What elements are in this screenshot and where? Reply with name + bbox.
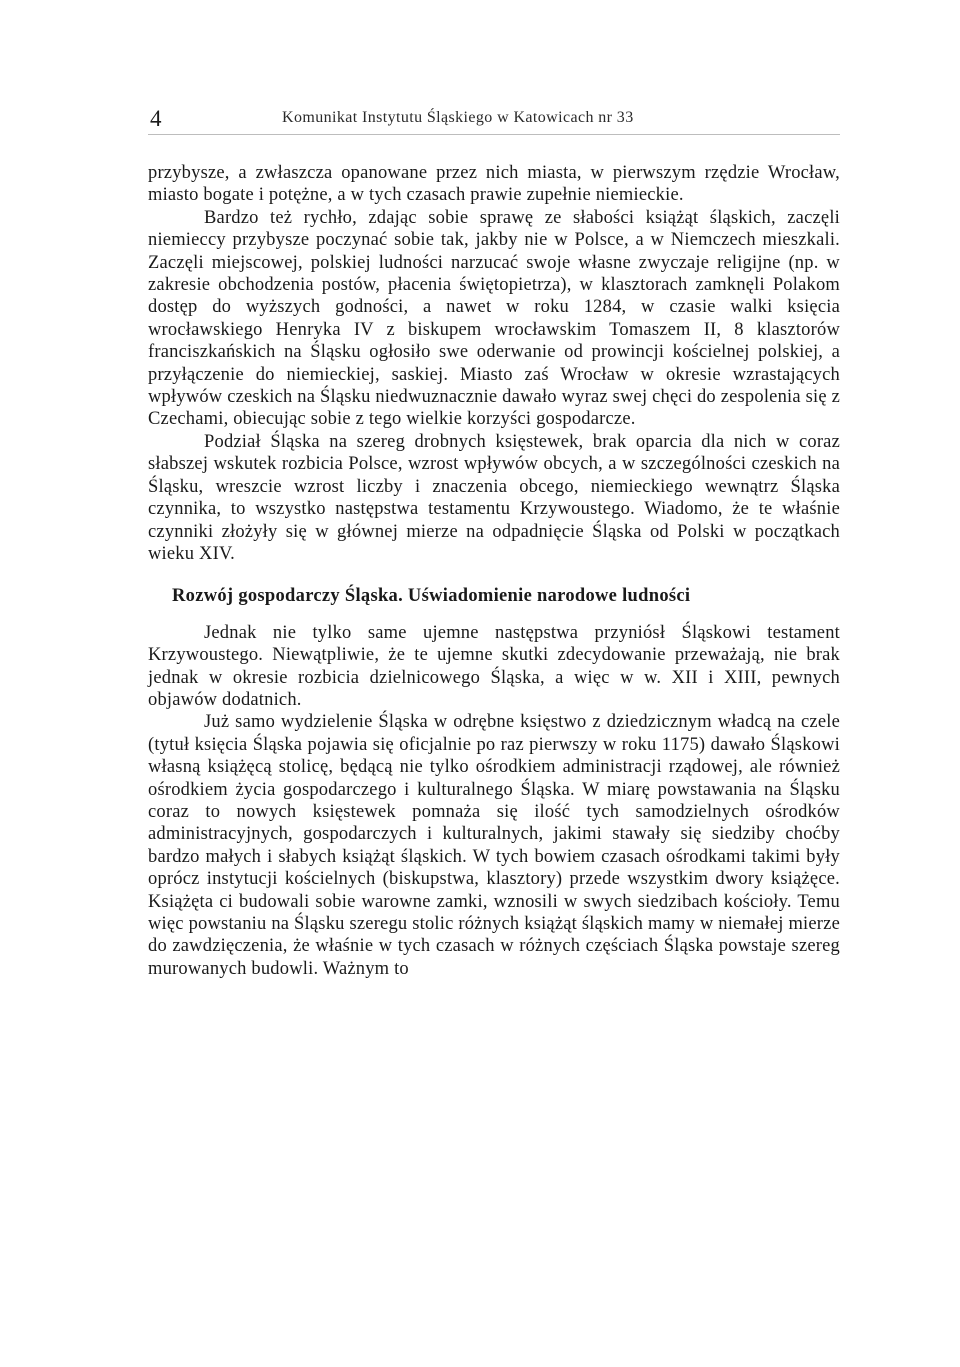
paragraph: Już samo wydzielenie Śląska w odrębne księstwo z dziedzicznym władcą na czele (tytuł księcia Śląska pojawia się oficjalnie po raz pierwszy w roku 1175) dawało Śląskowi własną książęcą stolicę, będącą nie tylko ośrodkiem administracji rządowej, ale również ośrodkiem życia gospodarczego i kulturalnego Śląska. W miarę powstawania na Śląsku coraz to nowych księstewek pomnaża się ilość tych samodzielnych ośrodków administracyjnych, gospodarczych i kulturalnych, jakimi stawały się siedziby choćby bardzo małych i słabych książąt śląskich. W tych bowiem czasach ośrodkami takimi były oprócz instytucji kościelnych (biskupstwa, klasztory) przede wszystkim dwory książęce. Książęta ci budowali sobie warowne zamki, wznosili w swych siedzibach kościoły. Temu więc powstaniu na Śląsku szeregu stolic różnych książąt śląskich mamy w niemałej mierze do zawdzięczenia, że właśnie w tych czasach w różnych częściach Śląska powstaje szereg murowanych budowli. Ważnym to: [148, 712, 840, 979]
section-heading: Rozwój gospodarczy Śląska. Uświadomienie narodowe ludności: [172, 586, 691, 607]
paragraph: Jednak nie tylko same ujemne następstwa przyniósł Śląskowi testament Krzywoustego. Niewątpliwie, że te ujemne skutki zdecydowanie przeważają, nie brak jednak w okresie rozbicia dzielnicowego Śląska, a więc w w. XII i XIII, pewnych objawów dodatnich.: [148, 622, 840, 710]
page-number: 4: [150, 106, 162, 131]
paragraph: przybysze, a zwłaszcza opanowane przez nich miasta, w pierwszym rzędzie Wrocław, miasto bogate i potężne, a w tych czasach prawie zupełnie niemieckie.: [148, 163, 840, 206]
paragraph: Podział Śląska na szereg drobnych księstewek, brak oparcia dla nich w coraz słabszej wskutek rozbicia Polsce, wzrost wpływów obcych, a w szczególności czeskich na Śląsku, wreszcie wzrost liczby i znaczenia obcego, niemieckiego wewnątrz Śląska czynnika, to wszystko następstwa testamentu Krzywoustego. Wiadomo, że te właśnie czynniki złożyły się w głównej mierze na odpadnięcie Śląska od Polski w początkach wieku XIV.: [148, 431, 840, 564]
page-header: [148, 104, 840, 135]
article-body: [148, 162, 840, 980]
paragraph: Bardzo też rychło, zdając sobie sprawę ze słabości książąt śląskich, zaczęli niemieccy przybysze poczynać sobie tak, jakby nie w Polsce, a w Niemczech mieszkali. Zaczęli miejscowej, polskiej ludności narzucać swoje własne zwyczaje religijne (np. w zakresie obchodzenia postów, płacenia świętopietrza), w klasztorach zamknęli Polakom dostęp do wyższych godności, a nawet w roku 1284, w czasie walki księcia wrocławskiego Henryka IV z biskupem wrocławskim Tomaszem II, 8 klasztorów franciszkańskich na Śląsku ogłosiło swe oderwanie od prowincji kościelnej polskiej, a przyłączenie do niemieckiej, saskiej. Miasto zaś Wrocław w okresie wzrastających wpływów czeskich na Śląsku niedwuznacznie dawało wyraz swej chęci do zespolenia się z Czechami, obiecując sobie z tego wielkie korzyści gospodarcze.: [148, 207, 840, 430]
running-title: Komunikat Instytutu Śląskiego w Katowicach nr 33: [282, 109, 634, 126]
